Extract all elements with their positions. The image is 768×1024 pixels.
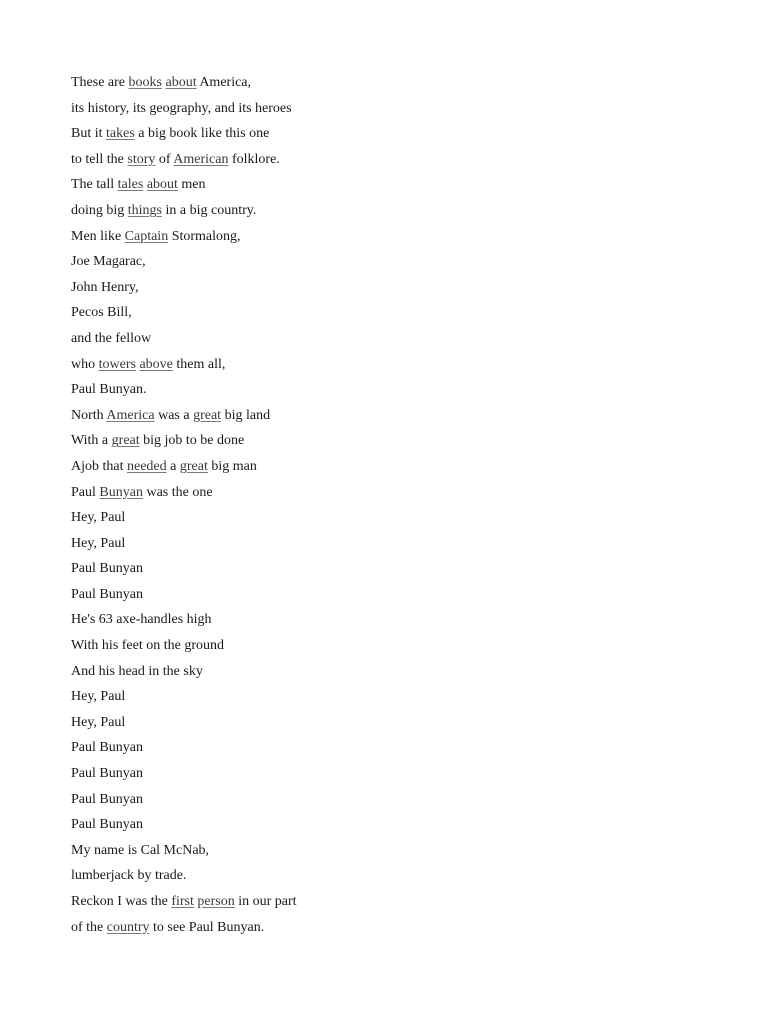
text-segment: John Henry, bbox=[71, 279, 139, 295]
text-line bbox=[71, 659, 731, 685]
text-line bbox=[71, 787, 731, 813]
text-segment: With a bbox=[71, 433, 112, 449]
text-segment: and the fellow bbox=[71, 330, 152, 346]
text-segment: He's 63 axe-handles high bbox=[71, 612, 212, 628]
glossary-link[interactable]: about bbox=[146, 177, 178, 193]
text-segment: in our part bbox=[234, 894, 297, 909]
text-line bbox=[71, 275, 731, 301]
text-line bbox=[71, 377, 731, 403]
document-body bbox=[71, 70, 731, 940]
text-segment: folklore. bbox=[228, 151, 280, 167]
text-line bbox=[71, 735, 731, 761]
text-line bbox=[71, 915, 731, 941]
text-segment: But it bbox=[71, 126, 107, 142]
text-segment: to tell the bbox=[71, 151, 128, 167]
text-segment: My name is Cal McNab, bbox=[71, 842, 210, 858]
text-segment: doing big bbox=[71, 202, 128, 218]
text-segment: Hey, Paul bbox=[71, 535, 126, 551]
text-line bbox=[71, 121, 731, 147]
text-segment: in a big country. bbox=[162, 202, 257, 218]
glossary-link[interactable]: books bbox=[128, 75, 162, 90]
text-segment: North bbox=[71, 407, 107, 423]
text-segment: Paul bbox=[71, 484, 100, 500]
text-line bbox=[71, 147, 731, 173]
text-segment: of bbox=[155, 151, 174, 167]
text-line bbox=[71, 838, 731, 864]
glossary-link[interactable]: about bbox=[165, 75, 197, 90]
text-segment: lumberjack by trade. bbox=[71, 868, 187, 884]
text-line bbox=[71, 454, 731, 480]
glossary-link[interactable]: takes bbox=[106, 126, 135, 142]
text-line bbox=[71, 710, 731, 736]
text-segment: who bbox=[71, 356, 99, 372]
glossary-link[interactable]: story bbox=[127, 151, 156, 167]
text-segment: Hey, Paul bbox=[71, 689, 126, 705]
text-line bbox=[71, 607, 731, 633]
text-line bbox=[71, 556, 731, 582]
text-segment: And his head in the sky bbox=[71, 663, 203, 679]
text-segment: Stormalong, bbox=[168, 228, 241, 244]
glossary-link[interactable]: country bbox=[106, 919, 150, 935]
text-line bbox=[71, 684, 731, 710]
text-segment: These are bbox=[71, 75, 129, 90]
text-line bbox=[71, 863, 731, 889]
text-segment: Paul Bunyan bbox=[71, 766, 143, 782]
text-line bbox=[71, 326, 731, 352]
text-line bbox=[71, 198, 731, 224]
glossary-link[interactable]: great bbox=[111, 433, 140, 449]
text-segment: Hey, Paul bbox=[71, 510, 126, 526]
glossary-link[interactable]: person bbox=[197, 894, 235, 909]
text-line bbox=[71, 224, 731, 250]
text-segment: Paul Bunyan bbox=[71, 791, 143, 807]
glossary-link[interactable]: American bbox=[173, 151, 229, 167]
text-line bbox=[71, 633, 731, 659]
text-line bbox=[71, 505, 731, 531]
text-segment: a big book like this one bbox=[134, 126, 270, 142]
text-segment: Reckon I was the bbox=[71, 894, 172, 909]
text-segment: was the one bbox=[142, 484, 213, 500]
glossary-link[interactable]: things bbox=[127, 202, 163, 218]
text-line bbox=[71, 531, 731, 557]
glossary-link[interactable]: above bbox=[139, 356, 173, 372]
text-segment: men bbox=[177, 177, 206, 193]
text-segment: Hey, Paul bbox=[71, 714, 126, 730]
text-line bbox=[71, 96, 731, 122]
glossary-link[interactable]: Bunyan bbox=[99, 484, 143, 500]
glossary-link[interactable]: great bbox=[193, 407, 222, 423]
glossary-link[interactable]: tales bbox=[117, 177, 144, 193]
text-segment: them all, bbox=[172, 356, 226, 372]
text-line bbox=[71, 761, 731, 787]
text-segment: Pecos Bill, bbox=[71, 305, 132, 321]
text-line bbox=[71, 889, 731, 915]
text-line bbox=[71, 300, 731, 326]
text-segment: a bbox=[166, 458, 180, 474]
text-segment: Paul Bunyan bbox=[71, 586, 143, 602]
text-line bbox=[71, 249, 731, 275]
text-segment: Paul Bunyan bbox=[71, 561, 143, 577]
text-segment: was a bbox=[154, 407, 194, 423]
glossary-link[interactable]: America bbox=[106, 407, 155, 423]
glossary-link[interactable]: towers bbox=[98, 356, 136, 372]
glossary-link[interactable]: great bbox=[179, 458, 208, 474]
text-segment: Men like bbox=[71, 228, 125, 244]
glossary-link[interactable]: first bbox=[171, 894, 194, 909]
text-segment: The tall bbox=[71, 177, 118, 193]
text-line bbox=[71, 812, 731, 838]
text-line bbox=[71, 172, 731, 198]
text-segment: big man bbox=[207, 458, 257, 474]
text-segment: America, bbox=[196, 75, 252, 90]
text-line bbox=[71, 352, 731, 378]
text-segment: Ajob that bbox=[71, 458, 127, 474]
glossary-link[interactable]: needed bbox=[127, 458, 167, 474]
text-line bbox=[71, 582, 731, 608]
text-segment: of the bbox=[71, 919, 107, 935]
text-segment: big land bbox=[221, 407, 271, 423]
text-segment: With his feet on the ground bbox=[71, 638, 225, 654]
text-line bbox=[71, 70, 731, 96]
text-line bbox=[71, 480, 731, 506]
text-line bbox=[71, 403, 731, 429]
text-segment: Joe Magarac, bbox=[71, 254, 146, 270]
glossary-link[interactable]: Captain bbox=[124, 228, 169, 244]
text-segment: Paul Bunyan. bbox=[71, 382, 147, 398]
text-line bbox=[71, 428, 731, 454]
text-segment: to see Paul Bunyan. bbox=[149, 919, 265, 935]
text-segment: its history, its geography, and its heroes bbox=[71, 100, 292, 116]
text-segment: Paul Bunyan bbox=[71, 817, 143, 833]
text-segment: Paul Bunyan bbox=[71, 740, 143, 756]
text-segment: big job to be done bbox=[139, 433, 245, 449]
